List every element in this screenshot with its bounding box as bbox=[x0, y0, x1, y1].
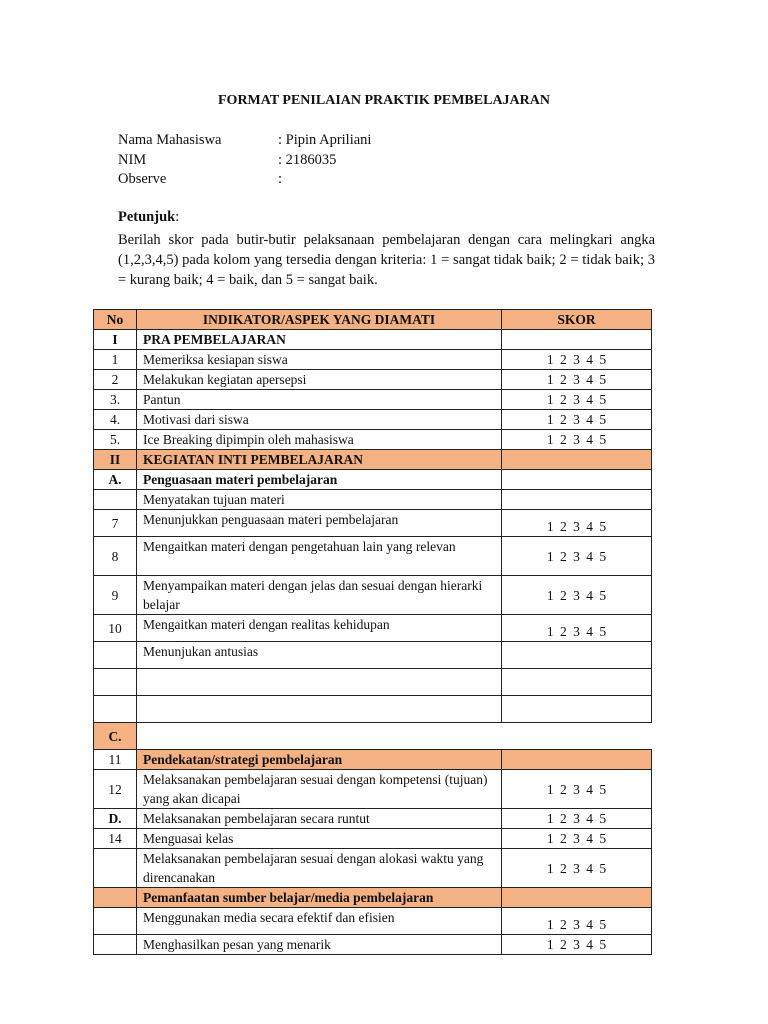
row-number: 14 bbox=[94, 829, 137, 849]
row-indicator: PRA PEMBELAJARAN bbox=[137, 330, 502, 350]
row-indicator: Menghasilkan pesan yang menarik bbox=[137, 935, 502, 955]
header-indikator: INDIKATOR/ASPEK YANG DIAMATI bbox=[137, 310, 502, 330]
row-number: 4. bbox=[94, 410, 137, 430]
meta-label: NIM bbox=[118, 151, 147, 168]
table-row bbox=[94, 537, 652, 576]
meta-label: Nama Mahasiswa bbox=[118, 132, 222, 148]
meta-row-name bbox=[118, 131, 371, 151]
document-title: FORMAT PENILAIAN PRAKTIK PEMBELAJARAN bbox=[218, 93, 550, 108]
row-indicator: Memeriksa kesiapan siswa bbox=[137, 350, 502, 370]
row-indicator bbox=[137, 669, 502, 696]
row-number: I bbox=[94, 330, 137, 350]
table-row bbox=[94, 615, 652, 642]
row-score[interactable]: 1 2 3 4 5 bbox=[502, 537, 652, 576]
table-row bbox=[94, 829, 652, 849]
header-skor: SKOR bbox=[502, 310, 652, 330]
row-number: 12 bbox=[94, 770, 137, 809]
row-indicator bbox=[137, 696, 502, 723]
row-score[interactable] bbox=[502, 669, 652, 696]
row-number bbox=[94, 642, 137, 669]
row-number: 7 bbox=[94, 510, 137, 537]
petunjuk-heading bbox=[118, 209, 179, 226]
row-score[interactable]: 1 2 3 4 5 bbox=[502, 908, 652, 935]
row-score[interactable]: 1 2 3 4 5 bbox=[502, 829, 652, 849]
row-indicator: Mengaitkan materi dengan realitas kehidupan bbox=[137, 615, 502, 642]
table-row bbox=[94, 642, 652, 669]
row-indicator: Melaksanakan pembelajaran sesuai dengan kompetensi (tujuan) yang akan dicapai bbox=[137, 770, 502, 809]
row-score[interactable]: 1 2 3 4 5 bbox=[502, 935, 652, 955]
student-info bbox=[118, 131, 371, 190]
row-indicator: Menggunakan media secara efektif dan efisien bbox=[137, 908, 502, 935]
assessment-table bbox=[93, 309, 652, 955]
row-score[interactable] bbox=[502, 642, 652, 669]
row-number: 5. bbox=[94, 430, 137, 450]
table-row bbox=[94, 410, 652, 430]
table-row bbox=[94, 935, 652, 955]
row-indicator: Melakukan kegiatan apersepsi bbox=[137, 370, 502, 390]
table-row bbox=[94, 450, 652, 470]
meta-label: Observe bbox=[118, 171, 167, 187]
row-number: D. bbox=[94, 809, 137, 829]
petunjuk-text: Berilah skor pada butir-butir pelaksanaan pembelajaran dengan cara melingkari angka (1,2,3,4,5) pada kolom yang tersedia dengan kriteria: 1 = sangat tidak baik; 2 = tidak baik; 3 = kurang baik; 4 = baik, dan 5 = sangat baik. bbox=[118, 232, 655, 288]
petunjuk-label: Petunjuk bbox=[118, 209, 176, 225]
row-score[interactable] bbox=[502, 696, 652, 723]
row-indicator: Pantun bbox=[137, 390, 502, 410]
row-number bbox=[94, 669, 137, 696]
table-header-row bbox=[94, 310, 652, 330]
row-number bbox=[94, 935, 137, 955]
row-number: 8 bbox=[94, 537, 137, 576]
row-indicator: Melaksanakan pembelajaran secara runtut bbox=[137, 809, 502, 829]
row-number bbox=[94, 490, 137, 510]
row-score[interactable] bbox=[502, 750, 652, 770]
meta-row-observe bbox=[118, 170, 371, 190]
meta-value: : Pipin Apriliani bbox=[278, 132, 372, 148]
row-score[interactable] bbox=[502, 723, 652, 750]
row-score[interactable]: 1 2 3 4 5 bbox=[502, 410, 652, 430]
table-row bbox=[94, 330, 652, 350]
row-number: 2 bbox=[94, 370, 137, 390]
row-score[interactable]: 1 2 3 4 5 bbox=[502, 576, 652, 615]
table-row bbox=[94, 849, 652, 888]
row-number: C. bbox=[94, 723, 137, 750]
table-row bbox=[94, 750, 652, 770]
row-number bbox=[94, 888, 137, 908]
row-indicator: Menunjukkan penguasaan materi pembelajaran bbox=[137, 510, 502, 537]
table-row bbox=[94, 696, 652, 723]
row-score[interactable] bbox=[502, 330, 652, 350]
row-score[interactable]: 1 2 3 4 5 bbox=[502, 370, 652, 390]
row-indicator: Penguasaan materi pembelajaran bbox=[137, 470, 502, 490]
row-score[interactable] bbox=[502, 888, 652, 908]
row-score[interactable]: 1 2 3 4 5 bbox=[502, 510, 652, 537]
table-row bbox=[94, 669, 652, 696]
table-row bbox=[94, 470, 652, 490]
meta-row-nim bbox=[118, 151, 371, 171]
table-row bbox=[94, 809, 652, 829]
row-score[interactable]: 1 2 3 4 5 bbox=[502, 770, 652, 809]
row-number: 3. bbox=[94, 390, 137, 410]
row-indicator bbox=[137, 723, 502, 750]
header-no: No bbox=[94, 310, 137, 330]
row-number bbox=[94, 908, 137, 935]
meta-value: : 2186035 bbox=[278, 151, 337, 168]
table-row bbox=[94, 908, 652, 935]
row-indicator: Menguasai kelas bbox=[137, 829, 502, 849]
row-indicator: Pendekatan/strategi pembelajaran bbox=[137, 750, 502, 770]
row-score[interactable]: 1 2 3 4 5 bbox=[502, 430, 652, 450]
table-row bbox=[94, 888, 652, 908]
row-number: II bbox=[94, 450, 137, 470]
row-number: 11 bbox=[94, 750, 137, 770]
row-indicator: Pemanfaatan sumber belajar/media pembelajaran bbox=[137, 888, 502, 908]
row-score[interactable]: 1 2 3 4 5 bbox=[502, 350, 652, 370]
row-score[interactable]: 1 2 3 4 5 bbox=[502, 849, 652, 888]
row-indicator: Motivasi dari siswa bbox=[137, 410, 502, 430]
assessment-table-body bbox=[94, 310, 652, 955]
row-score[interactable]: 1 2 3 4 5 bbox=[502, 390, 652, 410]
petunjuk-colon: : bbox=[175, 209, 180, 225]
meta-value: : bbox=[278, 171, 283, 187]
row-indicator: Ice Breaking dipimpin oleh mahasiswa bbox=[137, 430, 502, 450]
table-row bbox=[94, 723, 652, 750]
row-number: 9 bbox=[94, 576, 137, 615]
table-row bbox=[94, 430, 652, 450]
row-number: 10 bbox=[94, 615, 137, 642]
row-indicator: KEGIATAN INTI PEMBELAJARAN bbox=[137, 450, 502, 470]
row-indicator: Menunjukan antusias bbox=[137, 642, 502, 669]
table-row bbox=[94, 510, 652, 537]
row-number: A. bbox=[94, 470, 137, 490]
row-number: 1 bbox=[94, 350, 137, 370]
table-row bbox=[94, 390, 652, 410]
table-row bbox=[94, 490, 652, 510]
table-row bbox=[94, 576, 652, 615]
row-number bbox=[94, 849, 137, 888]
table-row bbox=[94, 370, 652, 390]
row-indicator: Menyampaikan materi dengan jelas dan sesuai dengan hierarki belajar bbox=[137, 576, 502, 615]
row-score[interactable]: 1 2 3 4 5 bbox=[502, 615, 652, 642]
row-number bbox=[94, 696, 137, 723]
table-row bbox=[94, 350, 652, 370]
row-score[interactable] bbox=[502, 490, 652, 510]
row-indicator: Mengaitkan materi dengan pengetahuan lain yang relevan bbox=[137, 537, 502, 576]
table-row bbox=[94, 770, 652, 809]
row-indicator: Menyatakan tujuan materi bbox=[137, 490, 502, 510]
row-score[interactable] bbox=[502, 470, 652, 490]
row-score[interactable]: 1 2 3 4 5 bbox=[502, 809, 652, 829]
row-score[interactable] bbox=[502, 450, 652, 470]
row-indicator: Melaksanakan pembelajaran sesuai dengan alokasi waktu yang direncanakan bbox=[137, 849, 502, 888]
